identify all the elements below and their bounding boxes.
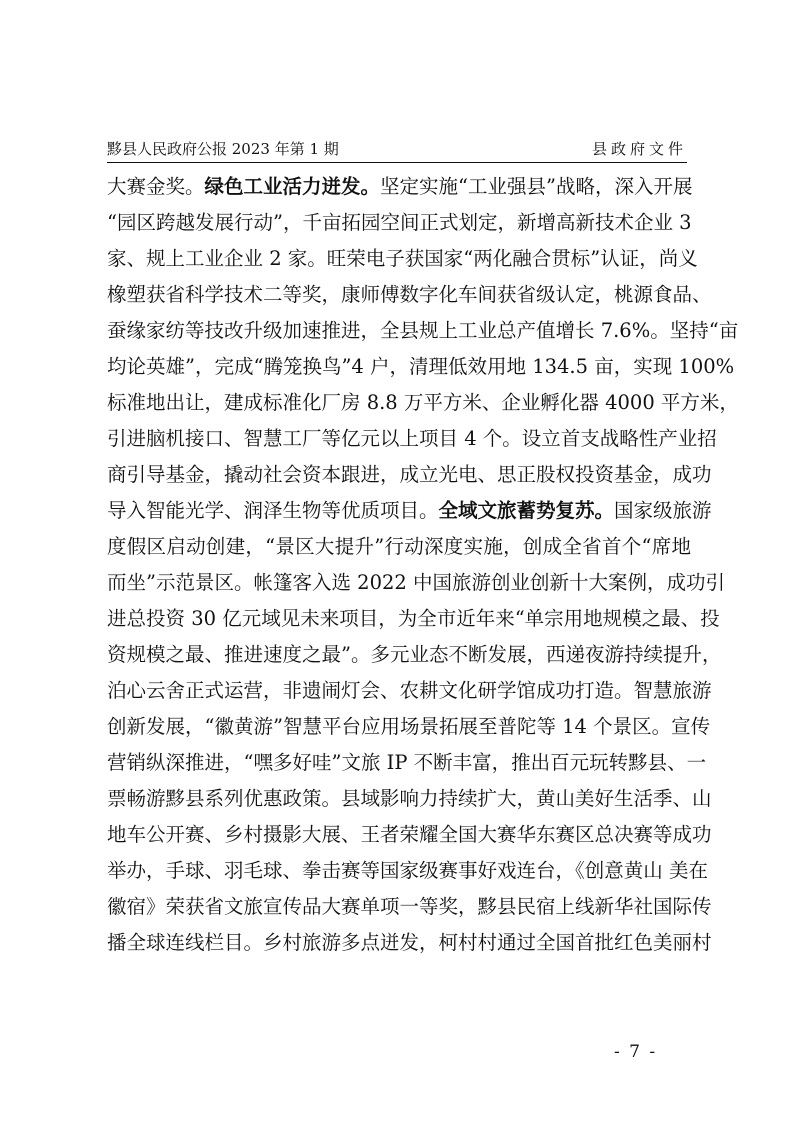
text-line	[107, 313, 739, 349]
text-run: 导入智能光学、润泽生物等优质项目。	[107, 499, 439, 522]
text-line	[107, 637, 722, 673]
text-run: 资规模之最、推进速度之最”。多元业态不断发展，西递夜游持续提升，	[107, 643, 722, 666]
text-line	[107, 565, 725, 601]
text-line	[107, 781, 712, 817]
text-run: 进总投资 30 亿元域见未来项目，为全市近年来“单宗用地规模之最、投	[107, 607, 720, 630]
text-line	[107, 277, 712, 313]
text-run: 大赛金奖。	[107, 175, 205, 198]
page-number: - 7 -	[614, 1042, 658, 1062]
text-run: 商引导基金，撬动社会资本跟进，成立光电、思正股权投资基金，成功	[107, 463, 712, 486]
text-run: 举办，手球、羽毛球、拳击赛等国家级赛事好戏连台，《创意黄山 美在	[107, 859, 708, 882]
text-line	[107, 709, 711, 745]
text-run: 国家级旅游	[614, 499, 712, 522]
text-run: 创新发展，“徽黄游”智慧平台应用场景拓展至普陀等 14 个景区。宣传	[107, 715, 711, 738]
text-run: 营销纵深推进，“嘿多好哇”文旅 IP 不断丰富，推出百元玩转黟县、一	[107, 751, 707, 774]
text-run: 引进脑机接口、智慧工厂等亿元以上项目 4 个。设立首支战略性产业招	[107, 427, 717, 450]
text-run: 坚定实施“工业强县”战略，深入开展	[380, 175, 693, 198]
text-line	[107, 673, 712, 709]
text-run: 徽宿》荣获省文旅宣传品大赛单项一等奖，黟县民宿上线新华社国际传	[107, 895, 712, 918]
text-line	[107, 169, 691, 205]
text-line	[107, 889, 712, 925]
text-line	[107, 853, 708, 889]
bold-heading-text: 全域文旅蓄势复苏。	[438, 499, 615, 522]
text-line	[107, 349, 735, 385]
text-line	[107, 817, 712, 853]
text-line	[107, 529, 691, 565]
running-header	[107, 138, 687, 160]
text-run: 而坐”示范景区。帐篷客入选 2022 中国旅游创业创新十大案例，成功引	[107, 571, 725, 594]
text-run: 橡塑获省科学技术二等奖，康师傅数字化车间获省级认定，桃源食品、	[107, 283, 712, 306]
text-run: 票畅游黟县系列优惠政策。县域影响力持续扩大，黄山美好生活季、山	[107, 787, 712, 810]
text-line	[107, 205, 691, 241]
text-run: 泊心云舍正式运营，非遗闹灯会、农耕文化研学馆成功打造。智慧旅游	[107, 679, 712, 702]
text-line	[107, 601, 720, 637]
text-line	[107, 241, 698, 277]
text-line	[107, 493, 712, 529]
text-run: “园区跨越发展行动”，千亩拓园空间正式划定，新增高新技术企业 3	[107, 211, 692, 234]
text-run: 均论英雄”，完成“腾笼换鸟”4 户，清理低效用地 134.5 亩，实现 100%	[107, 355, 735, 378]
text-line	[107, 457, 712, 493]
bold-heading-text: 绿色工业活力迸发。	[204, 175, 381, 198]
body-text	[107, 169, 739, 961]
text-run: 蚕缘家纺等技改升级加速推进，全县规上工业总产值增长 7.6%。坚持“亩	[107, 319, 739, 342]
text-line	[107, 925, 712, 961]
text-line	[107, 385, 739, 421]
text-line	[107, 745, 707, 781]
text-run: 家、规上工业企业 2 家。旺荣电子获国家“两化融合贯标”认证，尚义	[107, 247, 698, 270]
header-rule	[107, 162, 687, 163]
header-publication-title: 黟县人民政府公报 2023 年第 1 期	[107, 140, 339, 158]
header-section-title: 县政府文件	[591, 140, 687, 158]
text-run: 度假区启动创建，“景区大提升”行动深度实施，创成全省首个“席地	[107, 535, 691, 558]
text-run: 标准地出让，建成标准化厂房 8.8 万平方米、企业孵化器 4000 平方米，	[107, 391, 739, 414]
text-line	[107, 421, 717, 457]
text-run: 播全球连线栏目。乡村旅游多点迸发，柯村村通过全国首批红色美丽村	[107, 931, 712, 954]
text-run: 地车公开赛、乡村摄影大展、王者荣耀全国大赛华东赛区总决赛等成功	[107, 823, 712, 846]
